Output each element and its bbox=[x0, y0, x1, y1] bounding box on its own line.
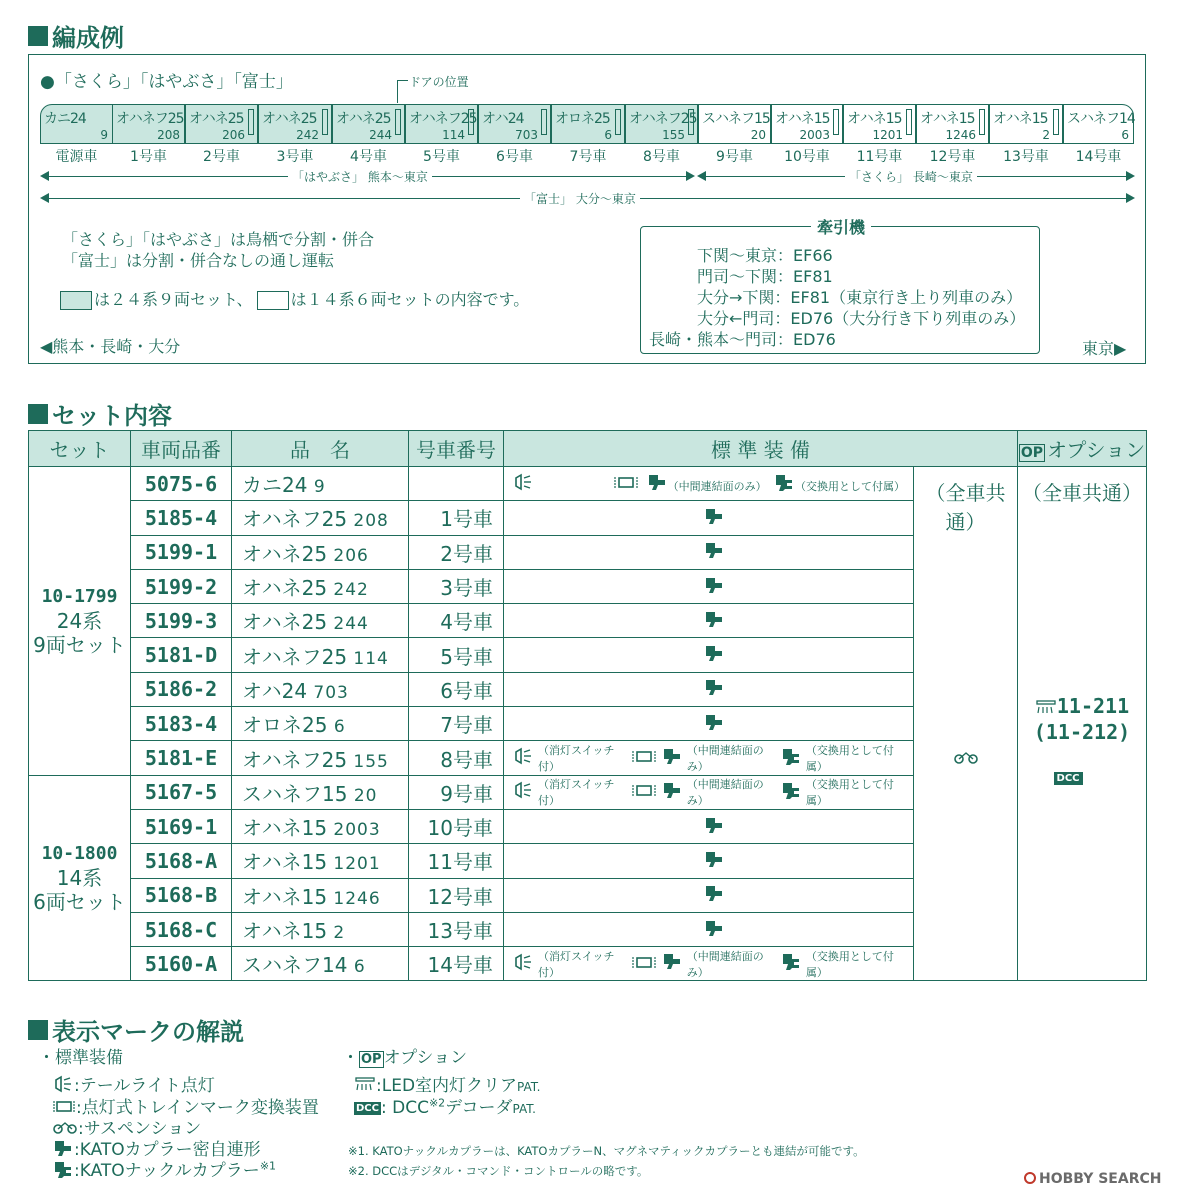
route-hayabusa: 「はやぶさ」 熊本～東京 bbox=[288, 168, 432, 185]
product-code: 5199-2 bbox=[131, 569, 232, 603]
car-position: 10号車 bbox=[409, 809, 504, 843]
car-type: オハネフ25 bbox=[242, 747, 348, 772]
table-header-row bbox=[29, 431, 1147, 467]
legend-standard-head: ・標準装備 bbox=[38, 1048, 123, 1068]
locomotive-box bbox=[640, 218, 1040, 354]
car-position: 4号車 bbox=[409, 604, 504, 638]
car-type: オロネ25 bbox=[242, 713, 328, 738]
equip-note: （中間連結面のみ） bbox=[686, 744, 764, 774]
car-name: オハネフ25 bbox=[629, 111, 697, 127]
car-1 bbox=[112, 104, 185, 144]
product-code: 5199-3 bbox=[131, 604, 232, 638]
route-fuji: 「富士」 大分～東京 bbox=[520, 190, 640, 207]
room-light-option: 11-211 (11-212) bbox=[1033, 694, 1131, 744]
car-name: スハネフ14 bbox=[1067, 111, 1135, 127]
standard-equipment bbox=[504, 809, 914, 843]
hobby-search-logo-icon bbox=[1024, 1172, 1036, 1184]
car-2 bbox=[185, 104, 258, 144]
car-number: 6 bbox=[604, 128, 612, 142]
arrow-right-icon bbox=[1126, 193, 1135, 203]
car-type: オハネ15 bbox=[242, 850, 328, 875]
car-type: オハネ25 bbox=[242, 610, 328, 635]
equip-note: （消灯スイッチ付） bbox=[538, 949, 615, 979]
car-position: 1号車 bbox=[130, 149, 167, 165]
product-name bbox=[232, 912, 409, 946]
car-number: 206 bbox=[222, 128, 245, 142]
car-position: 2号車 bbox=[409, 535, 504, 569]
car-position: 12号車 bbox=[929, 149, 976, 165]
car-position: 9号車 bbox=[409, 775, 504, 809]
product-code: 5199-1 bbox=[131, 535, 232, 569]
standard-equipment bbox=[504, 775, 914, 809]
car-number: 155 bbox=[353, 751, 389, 772]
product-name bbox=[232, 569, 409, 603]
car-type: オハネ15 bbox=[242, 884, 328, 909]
knuckle-coupler-icon bbox=[780, 746, 802, 771]
car-name: スハネフ15 bbox=[702, 111, 770, 127]
product-name bbox=[232, 878, 409, 912]
loco-row: 長崎・熊本～門司：ED76 bbox=[649, 330, 836, 349]
product-name bbox=[232, 741, 409, 775]
car-name: オロネ25 bbox=[555, 111, 610, 127]
car-7 bbox=[551, 104, 625, 144]
door-mark bbox=[248, 109, 254, 135]
car-position: 7号車 bbox=[409, 707, 504, 741]
car-number: 703 bbox=[515, 128, 538, 142]
product-name bbox=[232, 844, 409, 878]
car-number: 1201 bbox=[872, 128, 903, 142]
product-code: 5160-A bbox=[131, 947, 232, 981]
loco-row: 大分←門司：ED76（大分行き下り列車のみ） bbox=[697, 309, 1026, 328]
door-pointer bbox=[397, 80, 408, 103]
car-13 bbox=[989, 104, 1063, 144]
car-position: 12号車 bbox=[409, 878, 504, 912]
car-6 bbox=[478, 104, 551, 144]
car-number: 206 bbox=[333, 545, 369, 566]
kato-coupler-icon bbox=[703, 849, 725, 874]
standard-equipment bbox=[504, 707, 914, 741]
car-name: オハネ15 bbox=[920, 111, 975, 127]
car-position: 8号車 bbox=[409, 741, 504, 775]
car-position: 9号車 bbox=[716, 149, 753, 165]
section-title-formation: 編成例 bbox=[28, 18, 124, 53]
op-badge: OP bbox=[1020, 445, 1043, 461]
product-code: 5181-D bbox=[131, 638, 232, 672]
header-carno: 号車番号 bbox=[409, 431, 504, 467]
car-position: 電源車 bbox=[55, 149, 98, 165]
dcc-badge: DCC bbox=[356, 1102, 379, 1114]
set-code: 10-1799 bbox=[41, 585, 118, 607]
legend-option-head: ・ OP オプション bbox=[342, 1048, 468, 1068]
door-label: ドアの位置 bbox=[409, 75, 469, 89]
car-number: 9 bbox=[100, 128, 108, 142]
section-title-legend: 表示マークの解説 bbox=[28, 1012, 244, 1047]
kato-coupler-icon bbox=[703, 712, 725, 737]
loco-row: 門司～下関：EF81 bbox=[697, 267, 833, 286]
car-position: 5号車 bbox=[409, 638, 504, 672]
header-option: OP オプション bbox=[1018, 431, 1147, 467]
equip-note: （交換用として付属） bbox=[805, 744, 894, 774]
set-contents-table bbox=[28, 430, 1147, 981]
set-cell bbox=[29, 467, 131, 776]
suspension-cell bbox=[914, 467, 1018, 981]
car-type: オハネ25 bbox=[242, 541, 328, 566]
equip-note: （中間連結面のみ） bbox=[686, 778, 764, 808]
car-position: 14号車 bbox=[1075, 149, 1122, 165]
car-position bbox=[409, 467, 504, 501]
door-mark bbox=[979, 109, 985, 135]
product-name bbox=[232, 809, 409, 843]
car-14 bbox=[1063, 104, 1134, 144]
car-position: 6号車 bbox=[409, 672, 504, 706]
legend-item: :KATOカプラー密自連形 bbox=[52, 1135, 261, 1163]
legend-item: :サスペンション bbox=[52, 1114, 201, 1141]
door-mark bbox=[468, 109, 474, 135]
section-title-set-contents: セット内容 bbox=[28, 396, 172, 431]
swatch-legend: は２４系９両セット、 は１４系６両セットの内容です。 bbox=[60, 287, 529, 310]
car-12 bbox=[916, 104, 989, 144]
standard-equipment bbox=[504, 912, 914, 946]
footnote-2: ※2. DCCはデジタル・コマンド・コントロールの略です。 bbox=[348, 1164, 649, 1178]
car-name: オハネ15 bbox=[847, 111, 902, 127]
car-name: オハネフ25 bbox=[409, 111, 477, 127]
standard-equipment bbox=[504, 844, 914, 878]
car-number: 242 bbox=[333, 580, 369, 601]
note-line2: 「富士」は分割・併合なしの通し運転 bbox=[62, 251, 335, 270]
car-number: 242 bbox=[296, 128, 319, 142]
car-position: 6号車 bbox=[496, 149, 533, 165]
knuckle-coupler-icon bbox=[52, 1159, 74, 1184]
legend-item: DCC : DCC$^{※2}$デコーダPAT. bbox=[356, 1096, 536, 1118]
knuckle-coupler-icon bbox=[780, 780, 802, 805]
door-mark bbox=[615, 109, 621, 135]
product-code: 5185-4 bbox=[131, 501, 232, 535]
product-name bbox=[232, 467, 409, 501]
set-series: 24系 bbox=[56, 608, 103, 633]
standard-equipment bbox=[504, 878, 914, 912]
car-position: 11号車 bbox=[856, 149, 903, 165]
equip-note: （中間連結面のみ） bbox=[686, 949, 764, 979]
car-9 bbox=[698, 104, 771, 144]
legend-item: :テールライト点灯 bbox=[52, 1071, 215, 1098]
car-number: 9 bbox=[313, 477, 326, 498]
equip-note: （交換用として付属） bbox=[795, 479, 905, 493]
product-name bbox=[232, 501, 409, 535]
door-mark bbox=[833, 109, 839, 135]
car-position: 14号車 bbox=[409, 947, 504, 981]
product-name bbox=[232, 707, 409, 741]
section-square-icon bbox=[28, 1020, 48, 1040]
car-number: 244 bbox=[369, 128, 392, 142]
set-cell bbox=[29, 775, 131, 981]
car-number: 208 bbox=[353, 511, 389, 532]
direction-right: 東京▶ bbox=[1082, 339, 1127, 358]
standard-equipment bbox=[504, 569, 914, 603]
car-position: 1号車 bbox=[409, 501, 504, 535]
door-mark bbox=[541, 109, 547, 135]
car-5 bbox=[405, 104, 478, 144]
train-mark-icon bbox=[613, 472, 639, 496]
arrow-right-icon bbox=[686, 171, 695, 181]
product-code: 5181-E bbox=[131, 741, 232, 775]
swatch-24kei bbox=[60, 291, 92, 310]
product-code: 5167-5 bbox=[131, 775, 232, 809]
room-light-icon bbox=[1035, 696, 1057, 720]
footnote-1: ※1. KATOナックルカプラーは、KATOカプラーN、マグネマティックカプラーとも連結が可能です。 bbox=[348, 1144, 865, 1158]
product-name bbox=[232, 672, 409, 706]
arrow-right-icon bbox=[1126, 171, 1135, 181]
option-cell bbox=[1018, 467, 1147, 981]
car-name: オハネ25 bbox=[262, 111, 317, 127]
train-mark-icon bbox=[631, 952, 657, 976]
car-type: オハネ15 bbox=[242, 919, 328, 943]
legend-item: :KATOナックルカプラー$^{※1}$ bbox=[52, 1156, 276, 1184]
product-name bbox=[232, 604, 409, 638]
legend-item: :LED室内灯クリアPAT. bbox=[354, 1071, 541, 1098]
car-number: 2 bbox=[1042, 128, 1050, 142]
direction-left: ◀熊本・長崎・大分 bbox=[40, 337, 181, 356]
car-0 bbox=[40, 104, 113, 144]
kato-coupler-icon bbox=[703, 506, 725, 531]
kato-coupler-icon bbox=[661, 951, 683, 976]
door-mark bbox=[322, 109, 328, 135]
kato-coupler-icon bbox=[661, 746, 683, 771]
kato-coupler-icon bbox=[646, 472, 668, 497]
standard-equipment bbox=[504, 535, 914, 569]
car-number: 2003 bbox=[333, 820, 381, 841]
route-sakura: 「さくら」 長崎～東京 bbox=[845, 168, 977, 185]
tail-light-icon bbox=[512, 746, 534, 770]
car-name: オハネ25 bbox=[189, 111, 244, 127]
header-name: 品 名 bbox=[232, 431, 409, 467]
kato-coupler-icon bbox=[703, 883, 725, 908]
car-type: カニ24 bbox=[242, 473, 308, 498]
equip-note: （交換用として付属） bbox=[805, 949, 894, 979]
car-number: 6 bbox=[1121, 128, 1129, 142]
set-count: 9両セット bbox=[33, 632, 126, 657]
legend-item: :点灯式トレインマーク変換装置 bbox=[52, 1093, 319, 1120]
car-position: 3号車 bbox=[409, 569, 504, 603]
loco-row: 下関～東京：EF66 bbox=[697, 246, 833, 265]
car-name: オハネ15 bbox=[993, 111, 1048, 127]
car-position: 13号車 bbox=[1003, 149, 1049, 165]
header-code: 車両品番 bbox=[131, 431, 232, 467]
formation-heading: ●「さくら」「はやぶさ」「富士」 bbox=[40, 72, 293, 92]
car-type: オハネフ25 bbox=[242, 644, 348, 669]
car-name: オハネフ25 bbox=[116, 111, 184, 127]
product-code: 5168-A bbox=[131, 844, 232, 878]
car-type: オハ24 bbox=[242, 678, 308, 703]
car-number: 114 bbox=[442, 128, 465, 142]
car-position: 2号車 bbox=[203, 149, 240, 165]
kato-coupler-icon bbox=[703, 918, 725, 943]
note-line1: 「さくら」「はやぶさ」は鳥栖で分割・併合 bbox=[62, 230, 375, 249]
header-set: セット bbox=[29, 431, 131, 467]
car-number: 1246 bbox=[945, 128, 976, 142]
product-name bbox=[232, 947, 409, 981]
car-number: 1201 bbox=[333, 854, 381, 875]
equip-note: （交換用として付属） bbox=[805, 778, 894, 808]
door-mark bbox=[1053, 109, 1059, 135]
standard-equipment bbox=[504, 672, 914, 706]
car-position: 10号車 bbox=[784, 149, 830, 165]
car-type: スハネフ15 bbox=[242, 781, 348, 806]
watermark: HOBBY SEARCH bbox=[1024, 1171, 1161, 1187]
standard-equipment bbox=[504, 501, 914, 535]
car-number: 2003 bbox=[799, 128, 830, 142]
product-name bbox=[232, 535, 409, 569]
car-position: 13号車 bbox=[409, 912, 504, 946]
product-code: 5168-B bbox=[131, 878, 232, 912]
kato-coupler-icon bbox=[703, 609, 725, 634]
car-type: スハネフ14 bbox=[242, 953, 348, 978]
kato-coupler-icon bbox=[661, 780, 683, 805]
standard-equipment bbox=[504, 604, 914, 638]
car-type: オハネ15 bbox=[242, 816, 328, 841]
car-position: 3号車 bbox=[276, 149, 314, 165]
knuckle-coupler-icon bbox=[780, 951, 802, 976]
tail-light-icon bbox=[512, 472, 534, 496]
car-number: 114 bbox=[353, 648, 389, 669]
product-name bbox=[232, 638, 409, 672]
door-mark bbox=[395, 109, 401, 135]
car-number: 155 bbox=[662, 128, 685, 142]
car-number: 244 bbox=[333, 614, 369, 635]
car-position: 8号車 bbox=[643, 149, 680, 165]
equip-note: （消灯スイッチ付） bbox=[538, 744, 615, 774]
header-equip: 標 準 装 備 bbox=[504, 431, 1018, 467]
standard-equipment bbox=[504, 947, 914, 981]
suspension-icon bbox=[953, 747, 979, 771]
tail-light-icon bbox=[512, 952, 534, 976]
car-type: オハネ25 bbox=[242, 576, 328, 601]
product-code: 5169-1 bbox=[131, 809, 232, 843]
kato-coupler-icon bbox=[703, 815, 725, 840]
table-row bbox=[29, 467, 1147, 501]
locomotive-title: 牽引機 bbox=[811, 215, 871, 238]
car-position: 11号車 bbox=[409, 844, 504, 878]
set-code: 10-1800 bbox=[41, 843, 118, 865]
train-mark-icon bbox=[631, 780, 657, 804]
car-position: 7号車 bbox=[569, 149, 607, 165]
equip-note: （中間連結面のみ） bbox=[667, 479, 767, 493]
kato-coupler-icon bbox=[703, 575, 725, 600]
car-number: 6 bbox=[353, 957, 366, 978]
car-number: 208 bbox=[157, 128, 180, 142]
car-3 bbox=[258, 104, 332, 144]
product-code: 5075-6 bbox=[131, 467, 232, 501]
loco-row: 大分→下関：EF81（東京行き上り列車のみ） bbox=[697, 288, 1023, 307]
all-common: （全車共通） bbox=[925, 481, 1006, 534]
car-11 bbox=[843, 104, 916, 144]
equip-note: （消灯スイッチ付） bbox=[538, 778, 615, 808]
car-name: カニ24 bbox=[44, 111, 86, 127]
car-10 bbox=[771, 104, 843, 144]
dcc-badge: DCC bbox=[1054, 772, 1083, 785]
car-type: オハネフ25 bbox=[242, 507, 348, 532]
all-common: （全車共通） bbox=[1022, 481, 1143, 505]
set-count: 6両セット bbox=[33, 890, 126, 915]
car-number: 6 bbox=[333, 717, 346, 738]
car-number: 1246 bbox=[333, 888, 381, 909]
car-name: オハネ25 bbox=[336, 111, 391, 127]
standard-equipment bbox=[504, 638, 914, 672]
tail-light-icon bbox=[512, 780, 534, 804]
standard-equipment bbox=[504, 741, 914, 775]
section-square-icon bbox=[28, 404, 48, 424]
car-number: 20 bbox=[750, 128, 766, 142]
car-4 bbox=[332, 104, 405, 144]
kato-coupler-icon bbox=[703, 540, 725, 565]
car-number: 20 bbox=[353, 785, 378, 806]
product-code: 5186-2 bbox=[131, 672, 232, 706]
set-series: 14系 bbox=[56, 866, 103, 891]
car-position: 4号車 bbox=[350, 149, 387, 165]
train-mark-icon bbox=[631, 746, 657, 770]
car-number: 2 bbox=[333, 923, 346, 943]
car-name: オハ24 bbox=[482, 111, 524, 127]
swatch-14kei bbox=[257, 291, 289, 310]
product-code: 5168-C bbox=[131, 912, 232, 946]
knuckle-coupler-icon bbox=[773, 472, 795, 497]
kato-coupler-icon bbox=[703, 643, 725, 668]
product-name bbox=[232, 775, 409, 809]
door-mark bbox=[906, 109, 912, 135]
car-position: 5号車 bbox=[423, 149, 460, 165]
car-name: オハネ15 bbox=[775, 111, 830, 127]
door-mark bbox=[688, 109, 694, 135]
kato-coupler-icon bbox=[703, 677, 725, 702]
section-square-icon bbox=[28, 26, 48, 46]
car-8 bbox=[625, 104, 698, 144]
product-code: 5183-4 bbox=[131, 707, 232, 741]
standard-equipment bbox=[504, 467, 914, 501]
car-number: 703 bbox=[313, 682, 349, 703]
